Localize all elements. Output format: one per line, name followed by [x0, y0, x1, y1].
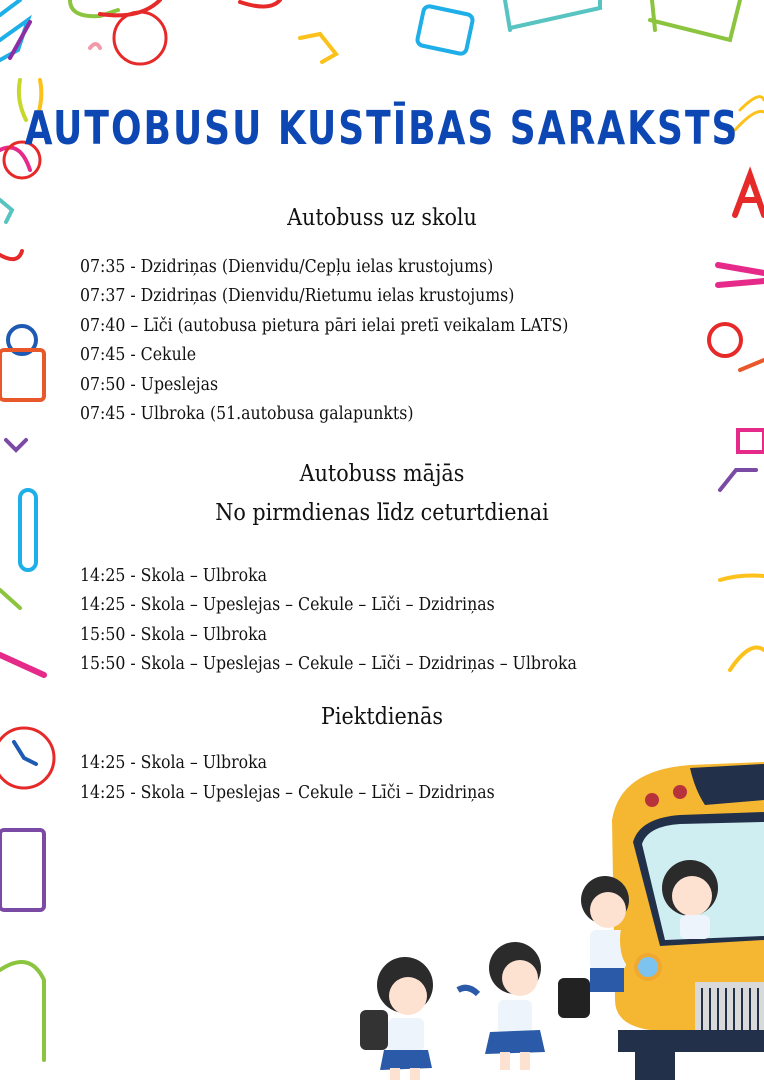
schedule-line: 07:50 - Upeslejas [80, 375, 219, 395]
schedule-line: 14:25 - Skola – Ulbroka [80, 566, 268, 586]
schedule-line: 15:50 - Skola – Ulbroka [80, 625, 268, 645]
schedule-line: 07:35 - Dzidriņas (Dienvidu/Cepļu ielas krustojums) [80, 257, 494, 277]
schedule-line: 14:25 - Skola – Ulbroka [80, 753, 268, 773]
section-heading-to-school: Autobuss uz skolu [287, 205, 477, 231]
schedule-line: 07:45 - Ulbroka (51.autobusa galapunkts) [80, 404, 414, 424]
schedule-line: 14:25 - Skola – Upeslejas – Cekule – Līči – Dzidriņas [80, 783, 495, 803]
schedule-line: 07:37 - Dzidriņas (Dienvidu/Rietumu ielas krustojums) [80, 286, 515, 306]
section-subheading-mon-thu: No pirmdienas līdz ceturtdienai [215, 500, 549, 526]
section-heading-friday: Piektdienās [321, 704, 443, 730]
schedule-line: 15:50 - Skola – Upeslejas – Cekule – Līči – Dzidriņas – Ulbroka [80, 654, 577, 674]
schedule-line: 07:40 – Līči (autobusa pietura pāri ielai pretī veikalam LATS) [80, 316, 569, 336]
schedule-line: 14:25 - Skola – Upeslejas – Cekule – Līči – Dzidriņas [80, 595, 495, 615]
schedule-line: 07:45 - Cekule [80, 345, 197, 365]
page-title: AUTOBUSU KUSTĪBAS SARAKSTS [24, 102, 740, 156]
school-bus-illustration-icon [350, 760, 764, 1080]
top-doodles-icon [0, 0, 740, 64]
right-doodles-icon [709, 97, 764, 670]
section-heading-home: Autobuss mājās [299, 461, 465, 487]
